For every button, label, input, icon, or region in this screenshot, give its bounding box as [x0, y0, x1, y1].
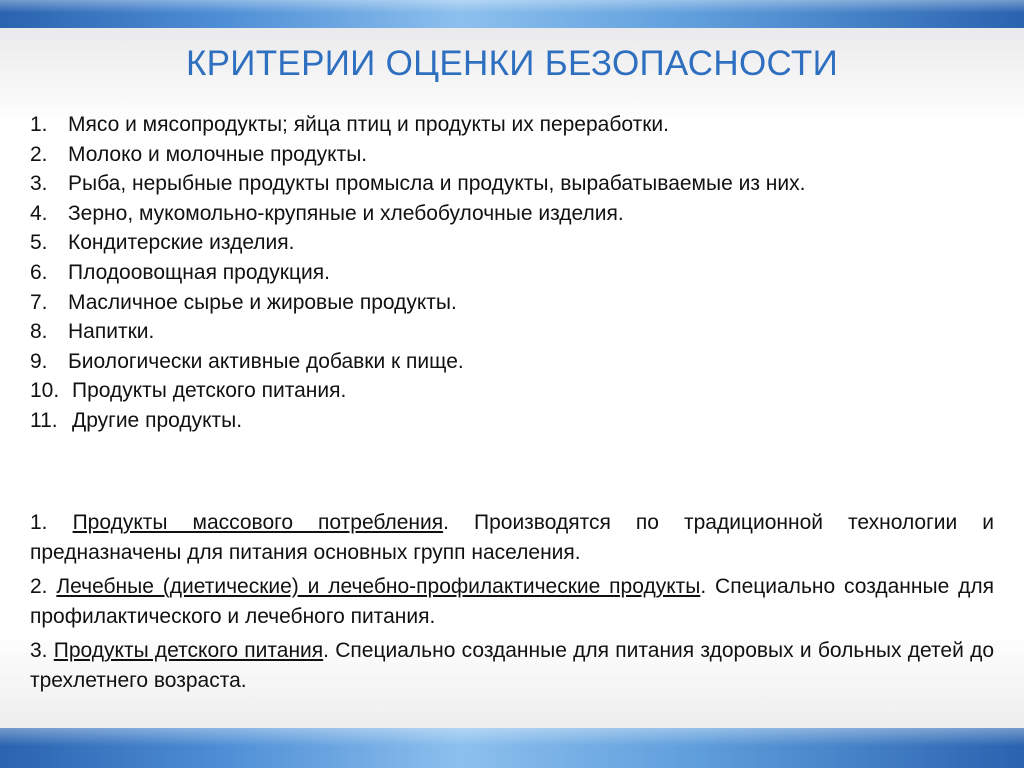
definition-term: Продукты детского питания [53, 639, 324, 662]
top-decorative-bar [0, 0, 1024, 28]
list-item: 1. Мясо и мясопродукты; яйца птиц и продукты их переработки. [30, 113, 669, 136]
list-item: 4. Зерно, мукомольно-крупяные и хлебобулочные изделия. [30, 201, 624, 225]
definition-text: Специально созданные для профилактического и лечебного питания. [30, 575, 994, 628]
definition-item: 1. Продукты массового потребления. Производятся по традиционной технологии и предназначены для питания основных групп населения. [30, 511, 995, 564]
list-item: 2. Молоко и молочные продукты. [30, 142, 368, 166]
definition-term: Лечебные (диетические) и лечебно-профилактические продукты [56, 575, 701, 598]
list-item: 6. Плодоовощная продукция. [30, 260, 330, 284]
list-item: 7. Масличное сырье и жировые продукты. [30, 290, 457, 314]
list-item: 8. Напитки. [30, 320, 155, 344]
definition-text: Производятся по традиционной технологии и предназначены для питания основных групп населения. [30, 511, 995, 564]
bottom-decorative-bar [0, 728, 1024, 768]
slide-title: КРИТЕРИИ ОЦЕНКИ БЕЗОПАСНОСТИ [185, 44, 839, 83]
definition-term: Продукты массового потребления [72, 511, 444, 534]
product-groups-list [30, 110, 1000, 436]
list-item: 10. Продукты детского питания. [30, 379, 347, 403]
list-item: 5. Кондитерские изделия. [30, 231, 295, 255]
list-item: 3. Рыба, нерыбные продукты промысла и продукты, вырабатываемые из них. [30, 172, 806, 196]
definition-item: 3. Продукты детского питания. Специально созданные для питания здоровых и больных детей до трехлетнего возраста. [30, 639, 994, 692]
list-item: 9. Биологически активные добавки к пище. [30, 349, 464, 373]
definition-text: Специально созданные для питания здоровых и больных детей до трехлетнего возраста. [30, 639, 994, 692]
list-item: 11. Другие продукты. [30, 408, 243, 432]
definition-item: 2. Лечебные (диетические) и лечебно-профилактические продукты. Специально созданные для профилактического и лечебного питания. [30, 575, 994, 628]
purpose-groups [30, 508, 994, 700]
